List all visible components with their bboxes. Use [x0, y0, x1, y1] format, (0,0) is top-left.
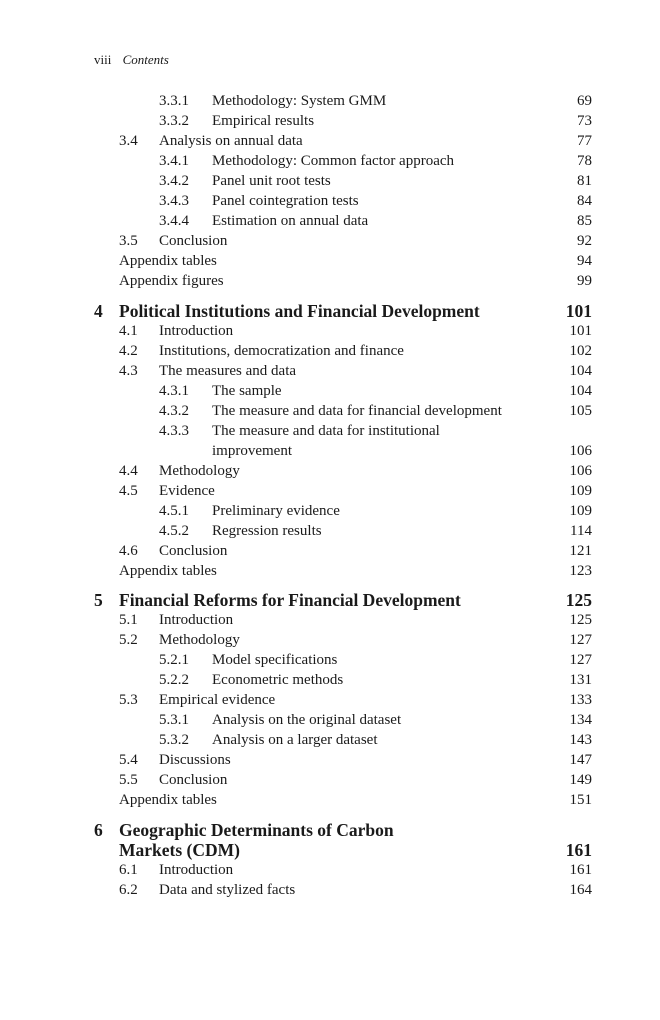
toc-section-entry[interactable] — [0, 860, 660, 880]
entry-page-number: 69 — [577, 93, 592, 109]
toc-subsection-entry[interactable] — [0, 171, 660, 191]
entry-title: Regression results — [212, 522, 322, 539]
toc-appendix-entry[interactable] — [0, 561, 660, 581]
toc-subsection-entry[interactable] — [0, 650, 660, 670]
entry-number: 5.1 — [119, 612, 138, 629]
entry-page-number: 77 — [577, 133, 592, 149]
entry-number: 3.4.2 — [159, 173, 189, 189]
toc-subsection-entry[interactable] — [0, 401, 660, 421]
entry-page-number: 123 — [569, 562, 592, 579]
toc-section-entry[interactable] — [0, 770, 660, 790]
entry-number: 6.2 — [119, 882, 138, 899]
entry-page-number: 105 — [569, 402, 592, 419]
toc-subsection-entry[interactable] — [0, 151, 660, 171]
toc-section-entry[interactable] — [0, 231, 660, 251]
entry-page-number: 84 — [577, 193, 592, 209]
entry-title: The sample — [212, 382, 282, 399]
entry-number: 4.5.2 — [159, 522, 189, 539]
entry-title: Methodology: Common factor approach — [212, 153, 455, 169]
entry-title: Appendix tables — [119, 562, 217, 579]
entry-title: Estimation on annual data — [212, 213, 369, 229]
entry-title: Analysis on the original dataset — [212, 712, 402, 729]
toc-subsection-entry[interactable] — [0, 670, 660, 690]
toc-chapter-entry[interactable] — [0, 301, 660, 321]
entry-title: Conclusion — [159, 233, 228, 249]
entry-number: 5 — [94, 590, 103, 611]
entry-title: Appendix tables — [119, 253, 217, 269]
entry-number: 4.3 — [119, 362, 138, 379]
entry-number: 4.4 — [119, 462, 138, 479]
entry-page-number: 109 — [569, 482, 592, 499]
entry-title: Panel cointegration tests — [212, 193, 359, 209]
toc-subsection-entry[interactable] — [0, 211, 660, 231]
table-of-contents — [0, 91, 660, 900]
entry-page-number: 161 — [565, 840, 592, 861]
chapter-spacer — [0, 291, 660, 301]
entry-number: 6 — [94, 820, 103, 841]
entry-title: Analysis on annual data — [159, 133, 303, 149]
toc-appendix-entry[interactable] — [0, 271, 660, 291]
entry-title: Introduction — [159, 322, 234, 339]
entry-number: 5.2.1 — [159, 652, 189, 669]
entry-page-number: 99 — [577, 273, 592, 289]
entry-page-number: 143 — [569, 732, 592, 749]
entry-page-number: 101 — [569, 322, 592, 339]
toc-chapter-entry[interactable] — [0, 840, 660, 860]
entry-page-number: 104 — [569, 362, 592, 379]
entry-title: Markets (CDM) — [119, 840, 240, 861]
entry-number: 5.3.1 — [159, 712, 189, 729]
entry-title: The measure and data for financial development — [212, 402, 502, 419]
toc-subsection-entry[interactable] — [0, 730, 660, 750]
entry-number: 4.5.1 — [159, 502, 189, 519]
entry-number: 3.5 — [119, 233, 138, 249]
entry-page-number: 147 — [569, 752, 592, 769]
entry-title: Methodology — [159, 632, 240, 649]
toc-chapter-entry[interactable] — [0, 820, 660, 840]
entry-title: Methodology: System GMM — [212, 93, 387, 109]
entry-title: Conclusion — [159, 772, 228, 789]
entry-page-number: 125 — [569, 612, 592, 629]
entry-number: 6.1 — [119, 862, 138, 879]
entry-page-number: 106 — [569, 462, 592, 479]
entry-title: Econometric methods — [212, 672, 344, 689]
entry-page-number: 125 — [565, 590, 592, 611]
toc-subsection-entry[interactable] — [0, 501, 660, 521]
entry-page-number: 127 — [569, 652, 592, 669]
entry-page-number: 131 — [569, 672, 592, 689]
entry-title: The measures and data — [159, 362, 297, 379]
entry-title: Methodology — [159, 462, 240, 479]
toc-appendix-entry[interactable] — [0, 790, 660, 810]
toc-subsection-entry[interactable] — [0, 381, 660, 401]
toc-subsection-entry[interactable] — [0, 191, 660, 211]
entry-number: 4 — [94, 300, 103, 321]
page-folio: viii — [94, 52, 112, 67]
entry-page-number: 151 — [569, 792, 592, 809]
entry-title: Analysis on a larger dataset — [212, 732, 378, 749]
entry-title: Data and stylized facts — [159, 882, 296, 899]
entry-page-number: 161 — [569, 862, 592, 879]
entry-number: 3.3.1 — [159, 93, 189, 109]
entry-page-number: 92 — [577, 233, 592, 249]
toc-section-entry[interactable] — [0, 750, 660, 770]
entry-page-number: 127 — [569, 632, 592, 649]
toc-section-entry[interactable] — [0, 341, 660, 361]
entry-title: The measure and data for institutional — [212, 422, 440, 439]
entry-title: Evidence — [159, 482, 215, 499]
entry-page-number: 121 — [569, 542, 592, 559]
toc-section-entry[interactable] — [0, 361, 660, 381]
entry-title: Introduction — [159, 862, 234, 879]
entry-number: 5.3 — [119, 692, 138, 709]
entry-page-number: 104 — [569, 382, 592, 399]
entry-number: 3.4.3 — [159, 193, 189, 209]
entry-number: 4.5 — [119, 482, 138, 499]
entry-page-number: 109 — [569, 502, 592, 519]
entry-page-number: 102 — [569, 342, 592, 359]
entry-number: 3.4.4 — [159, 213, 189, 229]
entry-number: 5.2.2 — [159, 672, 189, 689]
toc-section-entry[interactable] — [0, 481, 660, 501]
entry-page-number: 73 — [577, 113, 592, 129]
toc-subsection-entry[interactable] — [0, 91, 660, 111]
chapter-spacer — [0, 581, 660, 591]
entry-title: Geographic Determinants of Carbon — [119, 820, 394, 841]
entry-title: Conclusion — [159, 542, 228, 559]
entry-number: 5.5 — [119, 772, 138, 789]
entry-number: 4.6 — [119, 542, 138, 559]
entry-number: 5.2 — [119, 632, 138, 649]
entry-page-number: 149 — [569, 772, 592, 789]
entry-number: 3.4.1 — [159, 153, 189, 169]
entry-page-number: 134 — [569, 712, 592, 729]
toc-subsection-entry[interactable] — [0, 710, 660, 730]
toc-subsection-entry[interactable] — [0, 521, 660, 541]
entry-title: Financial Reforms for Financial Development — [119, 590, 461, 611]
toc-section-entry[interactable] — [0, 541, 660, 561]
entry-number: 4.3.3 — [159, 422, 189, 439]
entry-title: Empirical results — [212, 113, 315, 129]
running-header — [94, 52, 169, 68]
entry-number: 5.4 — [119, 752, 138, 769]
entry-title: Introduction — [159, 612, 234, 629]
chapter-spacer — [0, 810, 660, 820]
entry-page-number: 101 — [565, 300, 592, 321]
entry-title: Institutions, democratization and finance — [159, 342, 404, 359]
toc-section-entry[interactable] — [0, 321, 660, 341]
toc-subsection-entry[interactable] — [0, 111, 660, 131]
toc-section-entry[interactable] — [0, 690, 660, 710]
entry-number: 3.3.2 — [159, 113, 189, 129]
entry-title: Preliminary evidence — [212, 502, 340, 519]
entry-title: Empirical evidence — [159, 692, 276, 709]
toc-chapter-entry[interactable] — [0, 590, 660, 610]
toc-subsection-entry[interactable] — [0, 421, 660, 441]
entry-title: Appendix tables — [119, 792, 217, 809]
entry-page-number: 85 — [577, 213, 592, 229]
entry-page-number: 94 — [577, 253, 592, 269]
entry-page-number: 81 — [577, 173, 592, 189]
entry-page-number: 106 — [569, 442, 592, 459]
entry-page-number: 133 — [569, 692, 592, 709]
toc-section-entry[interactable] — [0, 610, 660, 630]
entry-title: Political Institutions and Financial Development — [119, 300, 480, 321]
entry-number: 4.2 — [119, 342, 138, 359]
toc-section-entry[interactable] — [0, 630, 660, 650]
entry-title: Discussions — [159, 752, 231, 769]
entry-title: improvement — [212, 442, 292, 459]
toc-section-entry[interactable] — [0, 880, 660, 900]
entry-number: 4.3.1 — [159, 382, 189, 399]
entry-title: Model specifications — [212, 652, 338, 669]
toc-section-entry[interactable] — [0, 461, 660, 481]
entry-number: 3.4 — [119, 133, 138, 149]
entry-number: 4.1 — [119, 322, 138, 339]
entry-page-number: 114 — [570, 522, 592, 539]
entry-number: 5.3.2 — [159, 732, 189, 749]
toc-section-entry[interactable] — [0, 131, 660, 151]
entry-page-number: 164 — [569, 882, 592, 899]
running-title: Contents — [122, 52, 169, 67]
toc-subsection-entry[interactable] — [0, 441, 660, 461]
entry-number: 4.3.2 — [159, 402, 189, 419]
toc-appendix-entry[interactable] — [0, 251, 660, 271]
entry-title: Panel unit root tests — [212, 173, 331, 189]
entry-page-number: 78 — [577, 153, 592, 169]
entry-title: Appendix figures — [119, 273, 224, 289]
